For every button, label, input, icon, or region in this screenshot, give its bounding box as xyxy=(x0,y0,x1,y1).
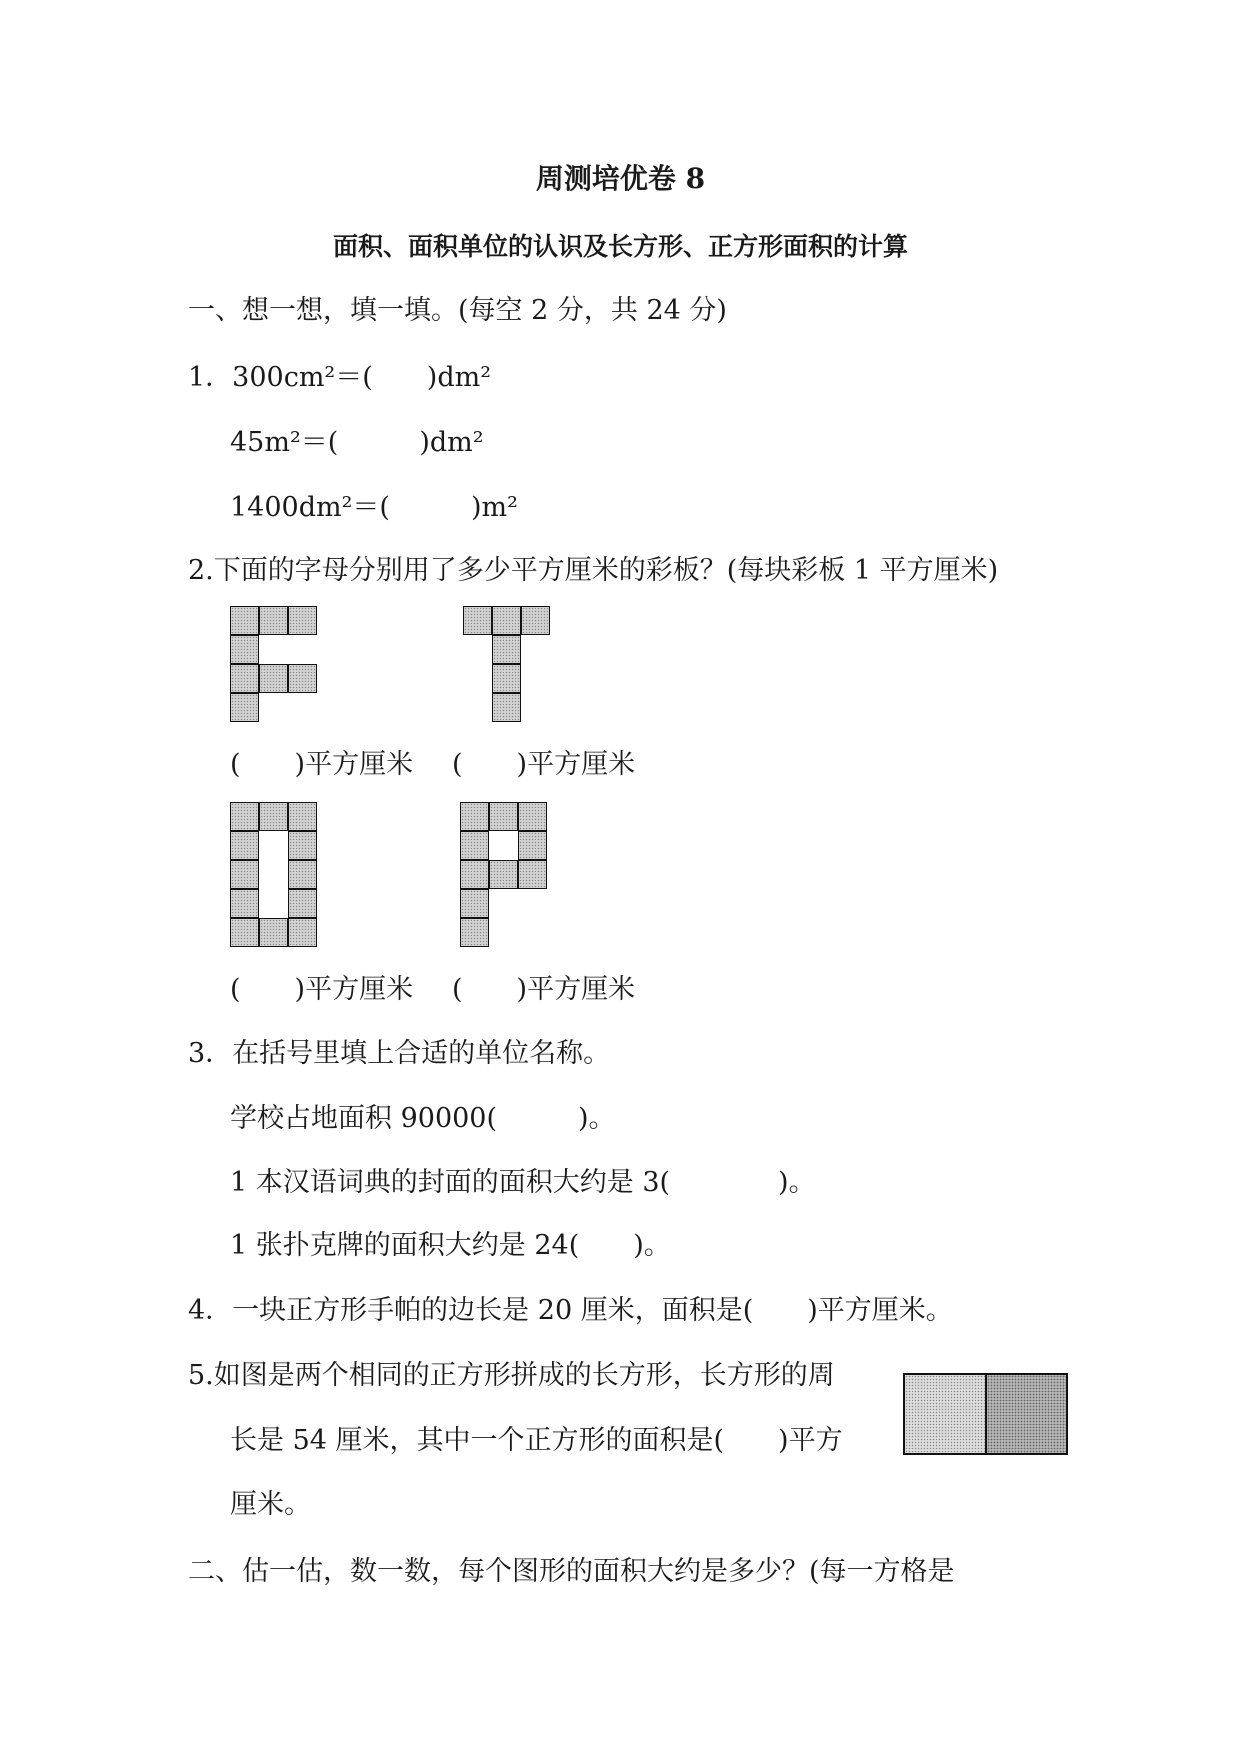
color-board-square xyxy=(460,860,489,889)
color-board-square xyxy=(230,918,259,947)
color-board-square xyxy=(230,693,259,722)
color-board-square xyxy=(230,889,259,918)
empty-grid-space xyxy=(463,664,492,693)
color-board-square xyxy=(492,606,521,635)
color-board-square xyxy=(460,831,489,860)
letter-o-figure xyxy=(230,802,317,947)
empty-grid-space xyxy=(259,635,288,664)
color-board-square xyxy=(460,918,489,947)
color-board-square xyxy=(230,664,259,693)
color-board-square xyxy=(460,802,489,831)
color-board-square xyxy=(489,860,518,889)
empty-grid-space xyxy=(521,635,550,664)
letter-p-figure xyxy=(460,802,547,947)
q1-line-3: 1400dm²＝( )m² xyxy=(230,492,518,523)
color-board-square xyxy=(518,802,547,831)
q2-answer-t: ( )平方厘米 xyxy=(452,749,636,780)
color-board-square xyxy=(492,664,521,693)
letter-t-figure xyxy=(463,606,550,722)
color-board-square xyxy=(463,606,492,635)
color-board-square xyxy=(230,802,259,831)
q5-line-3: 厘米。 xyxy=(230,1489,311,1520)
color-board-square xyxy=(288,606,317,635)
empty-grid-space xyxy=(288,693,317,722)
empty-grid-space xyxy=(463,635,492,664)
page-title: 周测培优卷 8 xyxy=(535,162,706,195)
empty-grid-space xyxy=(518,918,547,947)
q1-line-2: 45m²＝( )dm² xyxy=(230,427,484,458)
empty-grid-space xyxy=(518,889,547,918)
empty-grid-space xyxy=(259,860,288,889)
color-board-square xyxy=(518,860,547,889)
color-board-square xyxy=(230,635,259,664)
color-board-square xyxy=(288,860,317,889)
right-square xyxy=(987,1375,1067,1453)
color-board-square xyxy=(230,606,259,635)
color-board-square xyxy=(288,802,317,831)
q2-answer-p: ( )平方厘米 xyxy=(452,974,636,1005)
q3-prompt: 3．在括号里填上合适的单位名称。 xyxy=(188,1038,611,1069)
q2-answer-o: ( )平方厘米 xyxy=(230,974,414,1005)
empty-grid-space xyxy=(463,693,492,722)
color-board-square xyxy=(230,860,259,889)
empty-grid-space xyxy=(489,889,518,918)
empty-grid-space xyxy=(259,693,288,722)
color-board-square xyxy=(259,802,288,831)
q3-line-2: 1 本汉语词典的封面的面积大约是 3( )。 xyxy=(230,1167,816,1198)
color-board-square xyxy=(460,889,489,918)
color-board-square xyxy=(230,831,259,860)
q1-line-1: 1．300cm²＝( )dm² xyxy=(188,362,492,393)
color-board-square xyxy=(518,831,547,860)
color-board-square xyxy=(492,693,521,722)
color-board-square xyxy=(259,606,288,635)
color-board-square xyxy=(259,918,288,947)
color-board-square xyxy=(288,889,317,918)
empty-grid-space xyxy=(521,693,550,722)
color-board-square xyxy=(288,918,317,947)
page-subtitle: 面积、面积单位的认识及长方形、正方形面积的计算 xyxy=(332,232,908,261)
q3-line-3: 1 张扑克牌的面积大约是 24( )。 xyxy=(230,1230,671,1261)
empty-grid-space xyxy=(489,918,518,947)
color-board-square xyxy=(489,802,518,831)
empty-grid-space xyxy=(489,831,518,860)
empty-grid-space xyxy=(521,664,550,693)
empty-grid-space xyxy=(288,635,317,664)
q4-text: 4．一块正方形手帕的边长是 20 厘米，面积是( )平方厘米。 xyxy=(188,1295,953,1326)
color-board-square xyxy=(492,635,521,664)
q3-line-1: 学校占地面积 90000( )。 xyxy=(230,1103,616,1134)
q2-prompt: 2.下面的字母分别用了多少平方厘米的彩板？(每块彩板 1 平方厘米) xyxy=(188,555,999,586)
color-board-square xyxy=(288,831,317,860)
letter-f-figure xyxy=(230,606,317,722)
section-2-heading: 二、估一估，数一数，每个图形的面积大约是多少？(每一方格是 xyxy=(188,1556,955,1587)
q5-line-2: 长是 54 厘米，其中一个正方形的面积是( )平方 xyxy=(230,1425,843,1456)
color-board-square xyxy=(259,664,288,693)
empty-grid-space xyxy=(259,831,288,860)
q2-answer-f: ( )平方厘米 xyxy=(230,749,414,780)
q5-line-1: 5.如图是两个相同的正方形拼成的长方形，长方形的周 xyxy=(188,1360,835,1391)
section-1-heading: 一、想一想，填一填。(每空 2 分，共 24 分) xyxy=(188,295,727,326)
color-board-square xyxy=(521,606,550,635)
empty-grid-space xyxy=(259,889,288,918)
left-square xyxy=(905,1375,985,1453)
two-squares-rectangle-figure xyxy=(903,1373,1068,1455)
color-board-square xyxy=(288,664,317,693)
